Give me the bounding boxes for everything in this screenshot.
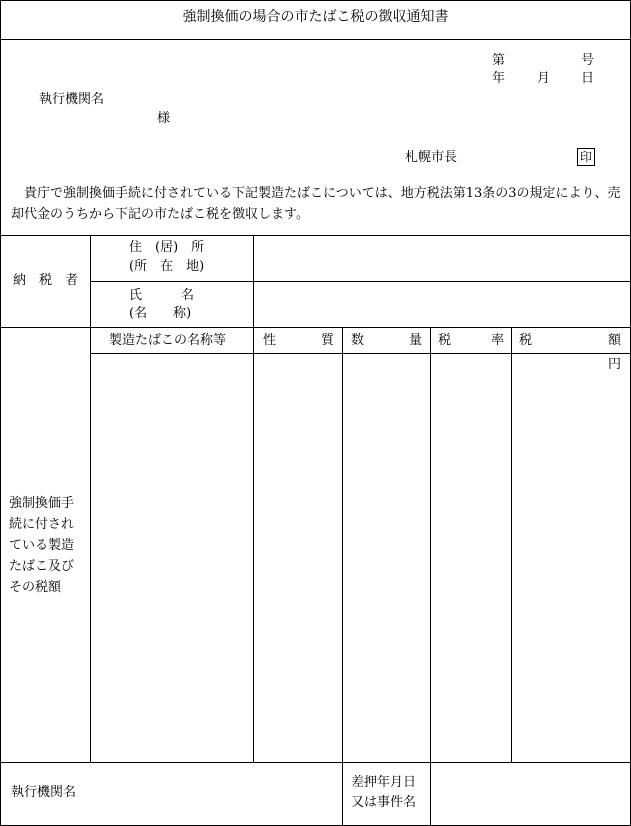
footer-divider-2 [430,762,431,825]
col-header-nature-2: 質 [321,333,335,348]
seizure-date-label-2: 又は事件名 [351,795,417,810]
notice-body-text: 貴庁で強制換価手続に付されている下記製造たばこについては、地方税法第13条の3の規定により、売却代金のうちから下記の市たばこ税を徴収します。 [11,186,621,222]
goods-side-label: 強制換価手 続に付され ている製造 たばこ及び その税額 [9,496,75,595]
col-header-name: 製造たばこの名称等 [109,333,227,348]
title-divider [1,39,630,40]
col-header-nature-1: 性 [263,333,277,348]
col-header-amount-1: 税 [519,333,533,348]
goods-col-divider-1 [253,327,254,762]
recipient-executor-label: 執行機関名 [39,92,105,107]
number-prefix: 第 [492,53,506,68]
left-column-divider [90,235,91,762]
footer-executor-label: 執行機関名 [11,785,77,800]
number-suffix: 号 [581,53,595,68]
col-header-amount-2: 額 [608,333,622,348]
taxpayer-label: 納 税 者 [13,273,79,288]
date-month: 月 [537,71,551,86]
address-label-line1: 住 (居) 所 [129,240,205,255]
date-year: 年 [492,71,506,86]
footer-divider-1 [342,762,343,825]
name-label-line1: 氏 名 [129,288,195,303]
goods-col-divider-4 [511,327,512,762]
taxpayer-bottom-divider [1,327,630,328]
goods-col-divider-3 [430,327,431,762]
goods-header-divider [90,353,630,354]
seal-box: 印 [577,148,595,166]
address-label-line2: (所 在 地) [129,259,205,274]
issuer-name: 札幌市長 [405,150,458,165]
goods-col-divider-2 [342,327,343,762]
header-bottom-divider [1,235,630,236]
taxpayer-row-divider [90,281,630,282]
amount-unit-yen: 円 [608,357,622,372]
name-label-line2: (名 称) [129,306,192,321]
col-header-quantity-1: 数 [351,333,365,348]
seizure-date-label-1: 差押年月日 [351,775,417,790]
col-header-quantity-2: 量 [409,333,423,348]
footer-top-divider [1,762,630,763]
col-header-rate-2: 率 [491,333,505,348]
recipient-honorific: 様 [157,111,171,126]
col-header-rate-1: 税 [438,333,452,348]
form-title: 強制換価の場合の市たばこ税の徴収通知書 [182,9,449,25]
date-day: 日 [581,71,595,86]
